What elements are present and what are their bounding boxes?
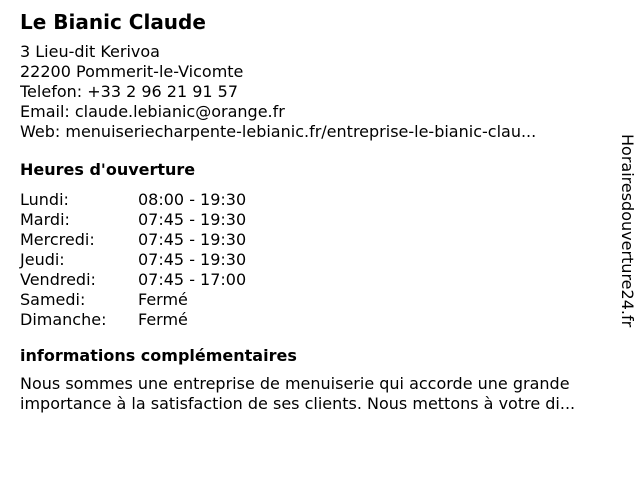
hours-day: Mercredi: bbox=[20, 230, 95, 249]
phone-text: Telefon: +33 2 96 21 91 57 bbox=[20, 82, 239, 101]
info-description bbox=[20, 374, 610, 414]
hours-row bbox=[20, 270, 246, 290]
hours-day: Lundi: bbox=[20, 190, 69, 209]
info-line-1: Nous sommes une entreprise de menuiserie qui accorde une grande bbox=[20, 374, 570, 393]
info-line-2: importance à la satisfaction de ses clients. Nous mettons à votre di... bbox=[20, 394, 576, 413]
email-text: Email: claude.lebianic@orange.fr bbox=[20, 102, 285, 121]
hours-row bbox=[20, 230, 246, 250]
hours-row bbox=[20, 310, 246, 330]
hours-row bbox=[20, 210, 246, 230]
hours-day: Jeudi: bbox=[20, 250, 65, 269]
hours-time: Fermé bbox=[138, 290, 188, 309]
hours-time: 08:00 - 19:30 bbox=[138, 190, 247, 209]
hours-time: Fermé bbox=[138, 310, 188, 329]
hours-row bbox=[20, 250, 246, 270]
watermark-text: Horairesdouverture24.fr bbox=[618, 134, 637, 328]
hours-day: Mardi: bbox=[20, 210, 70, 229]
hours-time: 07:45 - 19:30 bbox=[138, 250, 247, 269]
address-line-1: 3 Lieu-dit Kerivoa bbox=[20, 42, 160, 61]
hours-day: Samedi: bbox=[20, 290, 86, 309]
hours-heading: Heures d'ouverture bbox=[20, 160, 196, 179]
hours-table bbox=[20, 190, 246, 330]
website-text: Web: menuiseriecharpente-lebianic.fr/entreprise-le-bianic-clau... bbox=[20, 122, 537, 141]
hours-time: 07:45 - 19:30 bbox=[138, 210, 247, 229]
hours-day: Vendredi: bbox=[20, 270, 96, 289]
hours-time: 07:45 - 19:30 bbox=[138, 230, 247, 249]
watermark bbox=[612, 0, 640, 480]
hours-row bbox=[20, 190, 246, 210]
hours-row bbox=[20, 290, 246, 310]
hours-day: Dimanche: bbox=[20, 310, 107, 329]
business-name: Le Bianic Claude bbox=[20, 10, 206, 34]
business-card bbox=[20, 8, 610, 414]
hours-time: 07:45 - 17:00 bbox=[138, 270, 247, 289]
info-heading: informations complémentaires bbox=[20, 346, 297, 365]
address-line-2: 22200 Pommerit-le-Vicomte bbox=[20, 62, 244, 81]
